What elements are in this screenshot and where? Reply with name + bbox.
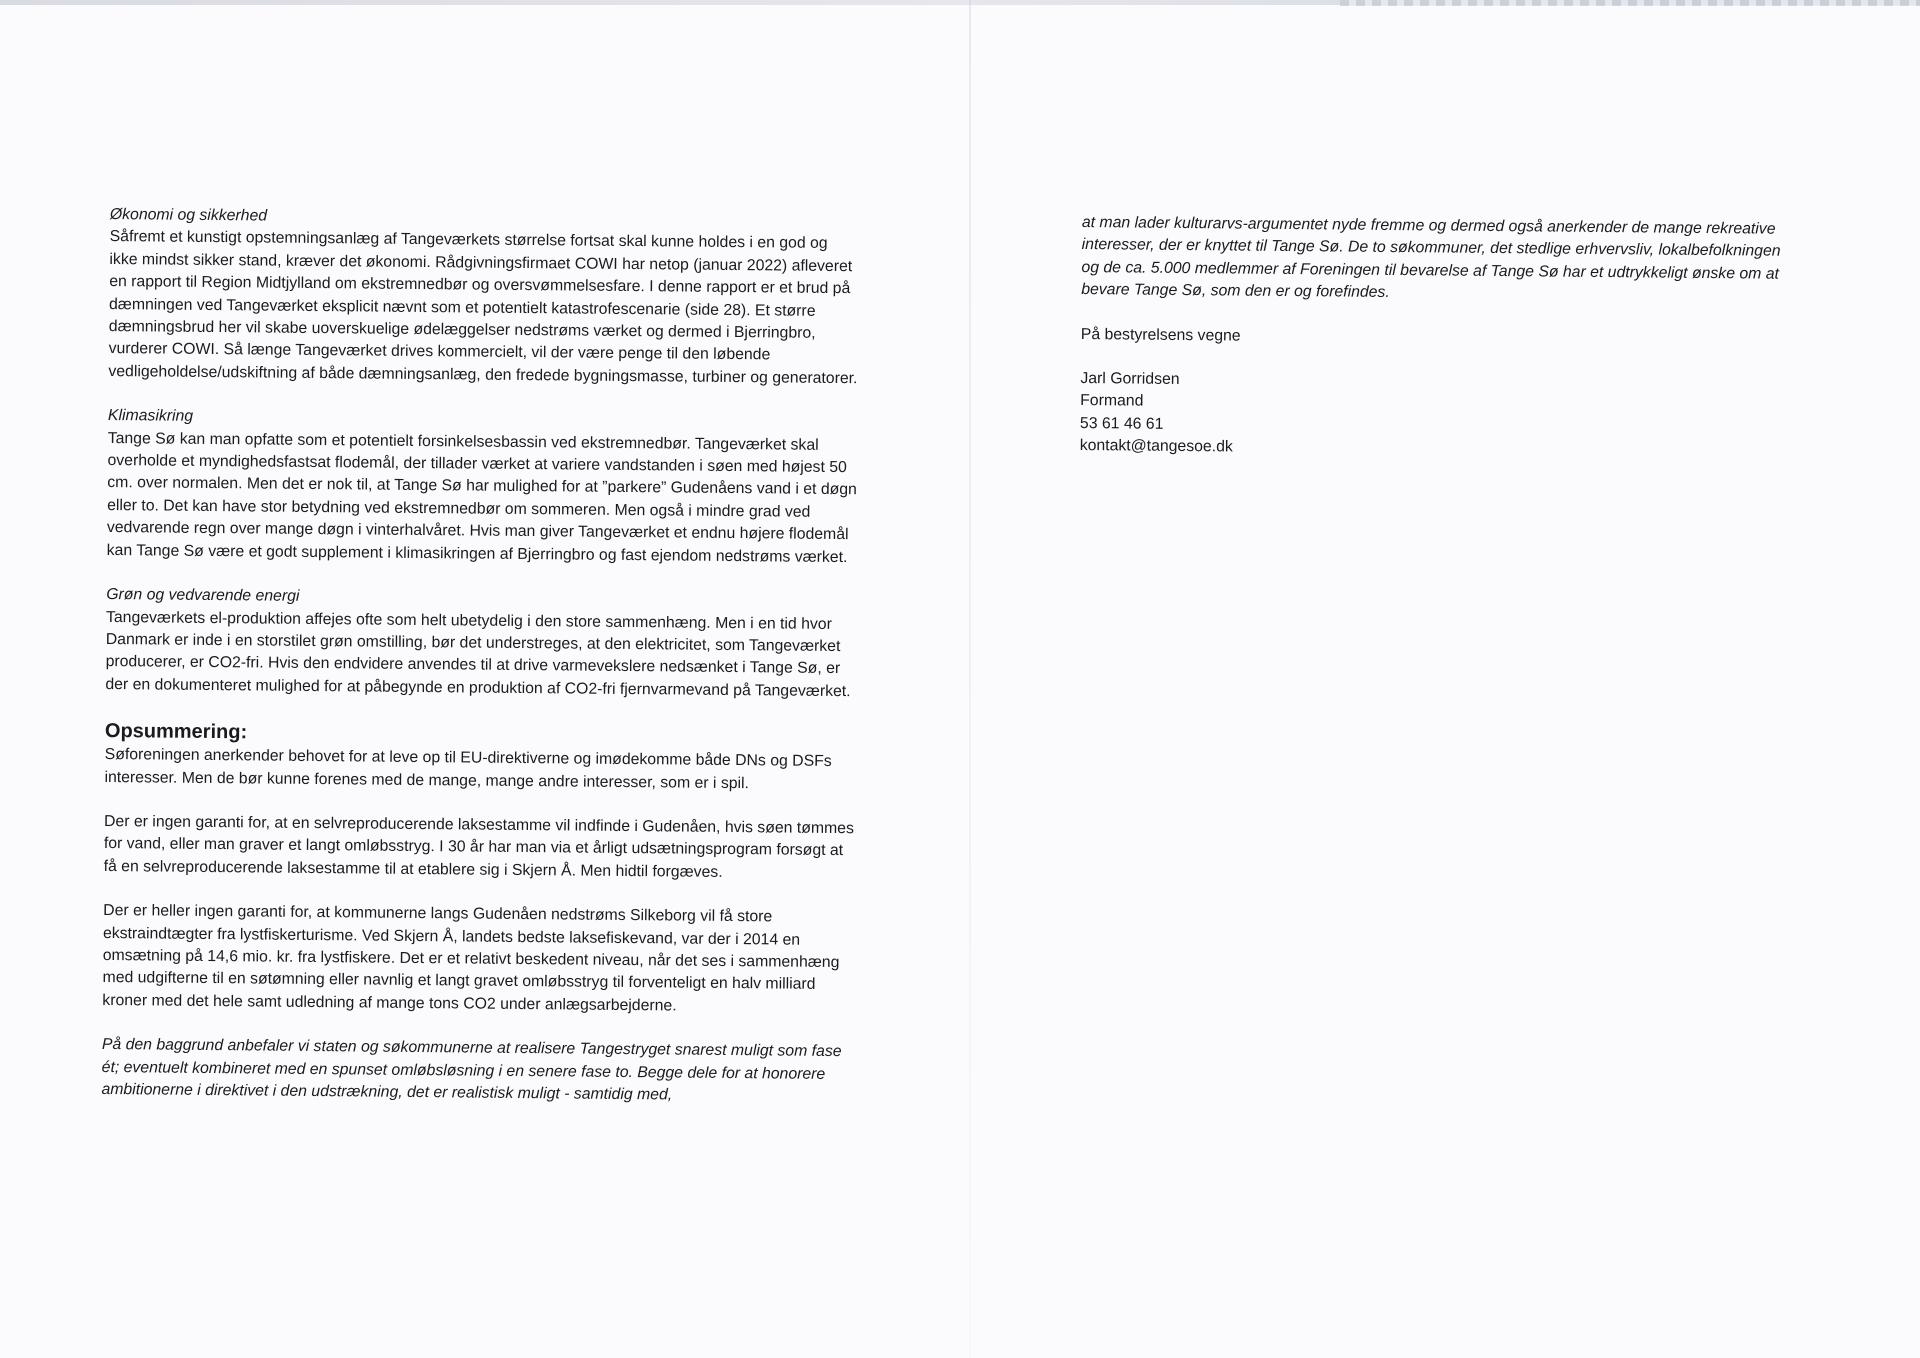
summary-heading: Opsummering: — [104, 720, 248, 744]
section-gron-energi — [105, 584, 856, 703]
section-body: Tangeværkets el-produktion affejes ofte som helt ubetydelig i den store sammenhæng. Men i en tid hvor Danmark er inde i en storstilet grøn omstilling, bør det understreges, at den elektricitet, som Tangeværket producerer, er CO2-fri. Hvis den endvidere anvendes til at drive varmevekslere nedsænket i Tange Sø, er der en dokumenteret mulighed for at påbegynde en produktion af CO2-fri fjernvarmevand på Tangeværket. — [105, 608, 851, 700]
section-body: Tange Sø kan man opfatte som et potentielt forsinkelsesbassin ved ekstremnedbør. Tangeværket skal overholde et myndighedsfastsat flodemål, der tillader værket at variere vandstanden i søen med højest 50 cm. over normalen. Men det er nok til, at Tange Sø har mulighed for at ”parkere” Gudenåens vand i et døgn eller to. Det kan have stor betydning ved ekstremnedbør om sommeren. Men også i mindre grad ved vedvarende regn over mange døgn i vinterhalvåret. Hvis man giver Tangeværket et endnu højere flodemål kan Tange Sø være et godt supplement i klimasikringen af Bjerringbro og fast ejendom nedstrøms værket. — [106, 429, 857, 566]
summary-section — [101, 718, 855, 1108]
summary-paragraph: Der er heller ingen garanti for, at kommunerne langs Gudenåen nedstrøms Silkeborg vil få store ekstraindtægter fra lystfiskerturisme. Ved Skjern Å, landets bedste laksefiskevand, var der i 2014 en omsætning på 14,6 mio. kr. fra lystfiskere. Det er et relativt beskedent niveau, når det ses i sammenhæng med udgifterne til en søtømning eller navnlig et langt gravet omløbsstryg til forventeligt en halv milliard kroner med det hele samt udledning af mange tons CO2 under anlægsarbejderne. — [102, 902, 840, 1015]
section-heading: Økonomi og sikkerhed — [109, 205, 268, 225]
signatory-phone: 53 61 46 61 — [1079, 414, 1164, 433]
signatory-title: Formand — [1080, 392, 1144, 411]
recommendation-paragraph: På den baggrund anbefaler vi staten og søkommunerne at realisere Tangestryget snarest muligt som fase ét; eventuelt kombineret med en spunset omløbsløsning i en senere fase to. Begge dele for at honorere ambitionerne i direktivet i den udstrækning, det er realistisk muligt - samtidig med, — [101, 1036, 842, 1104]
section-okonomi — [108, 204, 860, 390]
section-klimasikring — [107, 405, 858, 569]
signature-block — [1080, 368, 1801, 465]
page-fold-line — [969, 0, 971, 1358]
summary-paragraph: Der er ingen garanti for, at en selvreproducerende laksestamme vil indfinde i Gudenåen, hvis søen tømmes for vand, eller man graver et langt omløbsstryg. I 30 år har man via et årligt udsætningsprogram forsøgt at få en selvreproducerende laksestamme til at etablere sig i Skjern Å. Men hidtil forgæves. — [103, 812, 854, 881]
summary-paragraph: Søforeningen anerkender behovet for at leve op til EU-direktiverne og imødekomme både DNs og DSFs interesser. Men de bør kunne forenes med de mange, mange andre interesser, som er i spil. — [104, 746, 832, 792]
signatory-email: kontakt@tangesoe.dk — [1079, 437, 1233, 456]
right-page-column — [1080, 212, 1802, 465]
left-page-column — [101, 204, 860, 1109]
section-heading: Klimasikring — [107, 407, 194, 426]
section-body: Såfremt et kunstigt opstemningsanlæg af Tangeværkets størrelse fortsat skal kunne holdes i en god og ikke mindst sikker stand, kræver det økonomi. Rådgivningsfirmaet COWI har netop (januar 2022) afleveret en rapport til Region Midtjylland om ekstremnedbør og oversvømmelsesfare. I denne rapport er et brud på dæmningen ved Tangeværket eksplicit nævnt som et potentielt katastrofescenarie (side 28). Et større dæmningsbrud her vil skabe uoverskuelige ødelæggelser nedstrøms værket og dermed i Bjerringbro, vurderer COWI. Så længe Tangeværket drives kommercielt, vil der være penge til den løbende vedligeholdelse/udskiftning af både dæmningsanlæg, den fredede bygningsmasse, turbiner og generatorer. — [108, 228, 858, 388]
paper-edge-perforation — [1340, 0, 1920, 6]
recommendation-continuation: at man lader kulturarvs-argumentet nyde fremme og dermed også anerkender de mange rekreative interesser, der er knyttet til Tange Sø. De to søkommuner, det stedlige erhvervsliv, lokalbefolkningen og de ca. 5.000 medlemmer af Foreningen til bevarelse af Tange Sø har et udtrykkeligt ønske om at bevare Tange Sø, som den er og forefindes. — [1081, 213, 1781, 302]
signatory-name: Jarl Gorridsen — [1080, 370, 1180, 388]
on-behalf-line: På bestyrelsens vegne — [1080, 325, 1241, 345]
section-heading: Grøn og vedvarende energi — [106, 586, 300, 605]
